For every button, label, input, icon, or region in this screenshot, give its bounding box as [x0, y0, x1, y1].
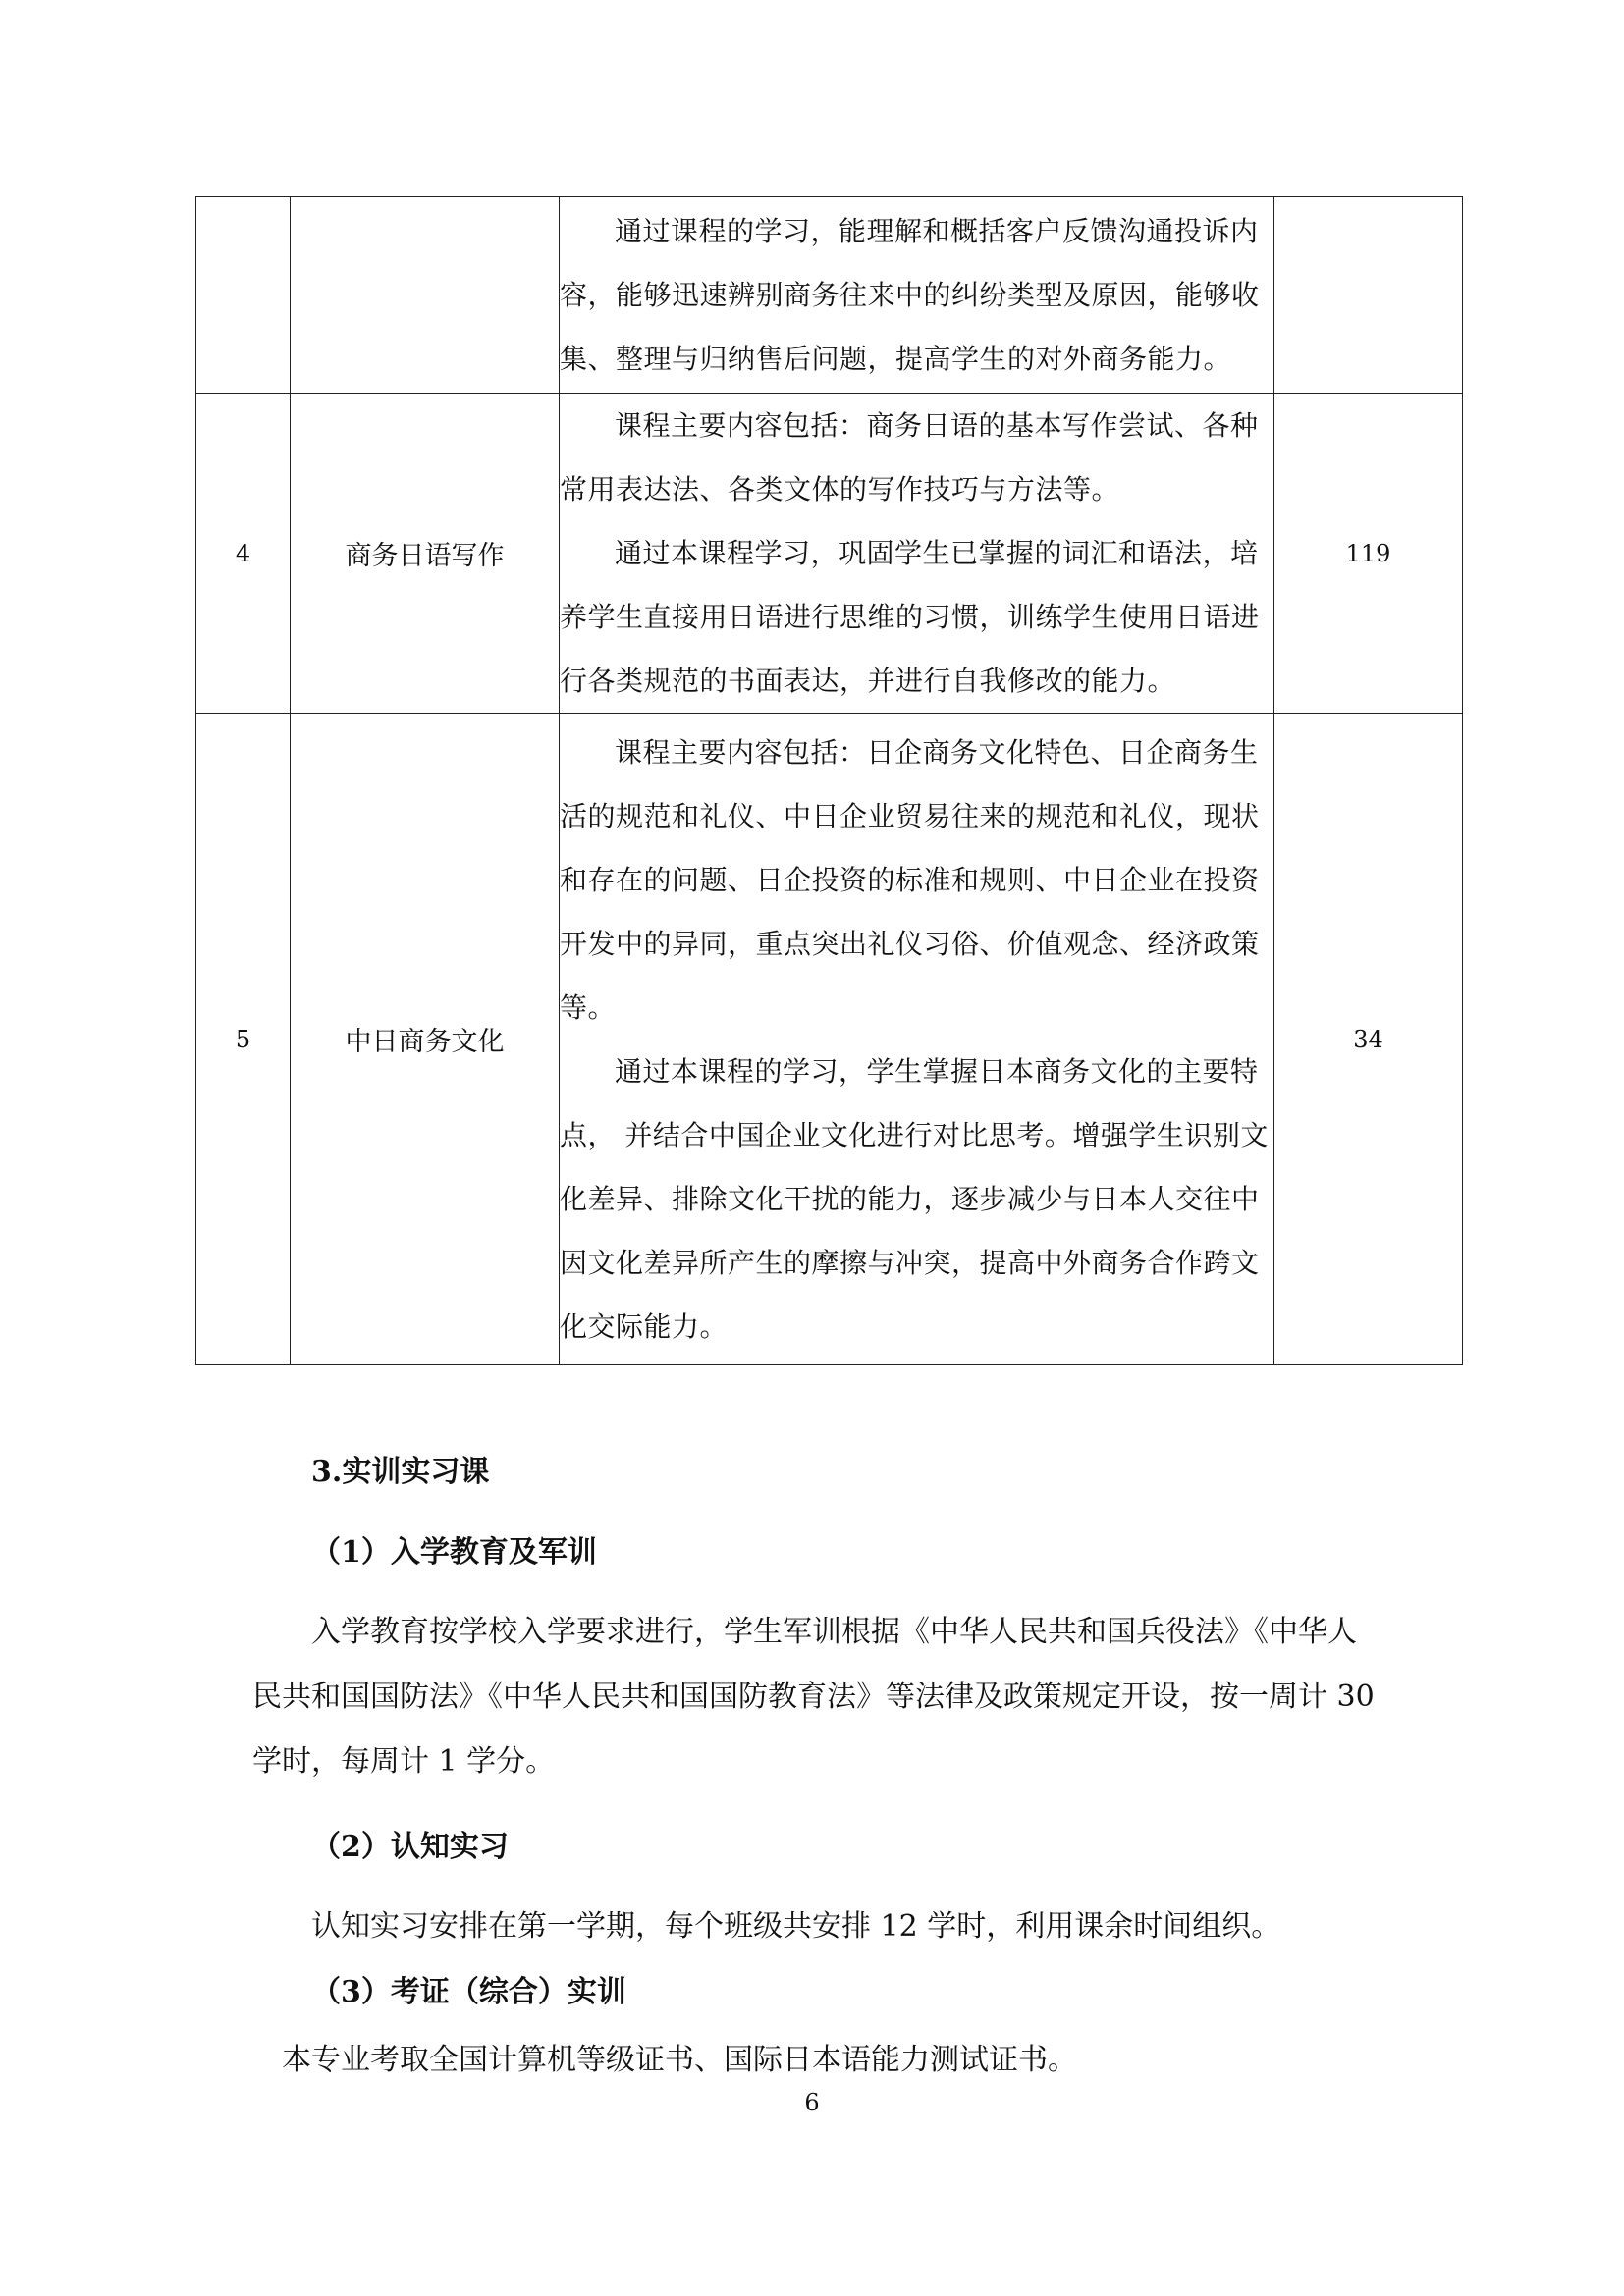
course-description	[560, 197, 1274, 394]
course-name: 商务日语写作	[291, 394, 560, 714]
course-number: 5	[196, 714, 291, 1365]
course-table	[195, 196, 1463, 1365]
body-paragraph: 入学教育按学校入学要求进行，学生军训根据《中华人民共和国兵役法》《中华人民共和国国防法》《中华人民共和国国防教育法》等法律及政策规定开设，按一周计 30 学时，每周计 1 学分。	[252, 1615, 1375, 1779]
subsection-heading: （1）入学教育及军训	[311, 1535, 597, 1570]
course-paragraph: 课程主要内容包括：日企商务文化特色、日企商务生活的规范和礼仪、中日企业贸易往来的规范和礼仪，现状和存在的问题、日企投资的标准和规则、中日企业在投资开发中的异同，重点突出礼仪习俗、价值观念、经济政策等。	[560, 735, 1260, 1024]
subsection-heading: （2）认知实习	[311, 1830, 509, 1864]
course-name: 中日商务文化	[291, 714, 560, 1365]
section-heading: 3.实训实习课	[311, 1455, 490, 1489]
course-hours	[1274, 197, 1463, 394]
course-paragraph: 课程主要内容包括：商务日语的基本写作尝试、各种常用表达法、各类文体的写作技巧与方法等。	[560, 409, 1259, 506]
table-row	[196, 714, 1463, 1365]
course-paragraph: 通过本课程学习，巩固学生已掌握的词汇和语法，培养学生直接用日语进行思维的习惯，训练学生使用日语进行各类规范的书面表达，并进行自我修改的能力。	[560, 537, 1260, 697]
course-hours: 34	[1274, 714, 1463, 1365]
course-name	[291, 197, 560, 394]
course-paragraph: 通过本课程的学习，学生掌握日本商务文化的主要特点， 并结合中国企业文化进行对比思考。增强学生识别文化差异、排除文化干扰的能力，逐步减少与日本人交往中因文化差异所产生的摩擦与冲突，提高中外商务合作跨文化交际能力。	[560, 1054, 1269, 1343]
page-number: 6	[804, 2089, 820, 2116]
table-row	[196, 394, 1463, 714]
subsection-heading: （3）考证（综合）实训	[311, 1975, 626, 2009]
course-number	[196, 197, 291, 394]
course-paragraph: 通过课程的学习，能理解和概括客户反馈沟通投诉内容，能够迅速辨别商务往来中的纠纷类型及原因，能够收集、整理与归纳售后问题，提高学生的对外商务能力。	[560, 215, 1260, 375]
course-number: 4	[196, 394, 291, 714]
course-hours: 119	[1274, 394, 1463, 714]
table-row	[196, 197, 1463, 394]
body-paragraph: 认知实习安排在第一学期，每个班级共安排 12 学时，利用课余时间组织。	[311, 1909, 1281, 1944]
course-description	[560, 394, 1274, 714]
course-description	[560, 714, 1274, 1365]
body-paragraph: 本专业考取全国计算机等级证书、国际日本语能力测试证书。	[282, 2043, 1077, 2077]
